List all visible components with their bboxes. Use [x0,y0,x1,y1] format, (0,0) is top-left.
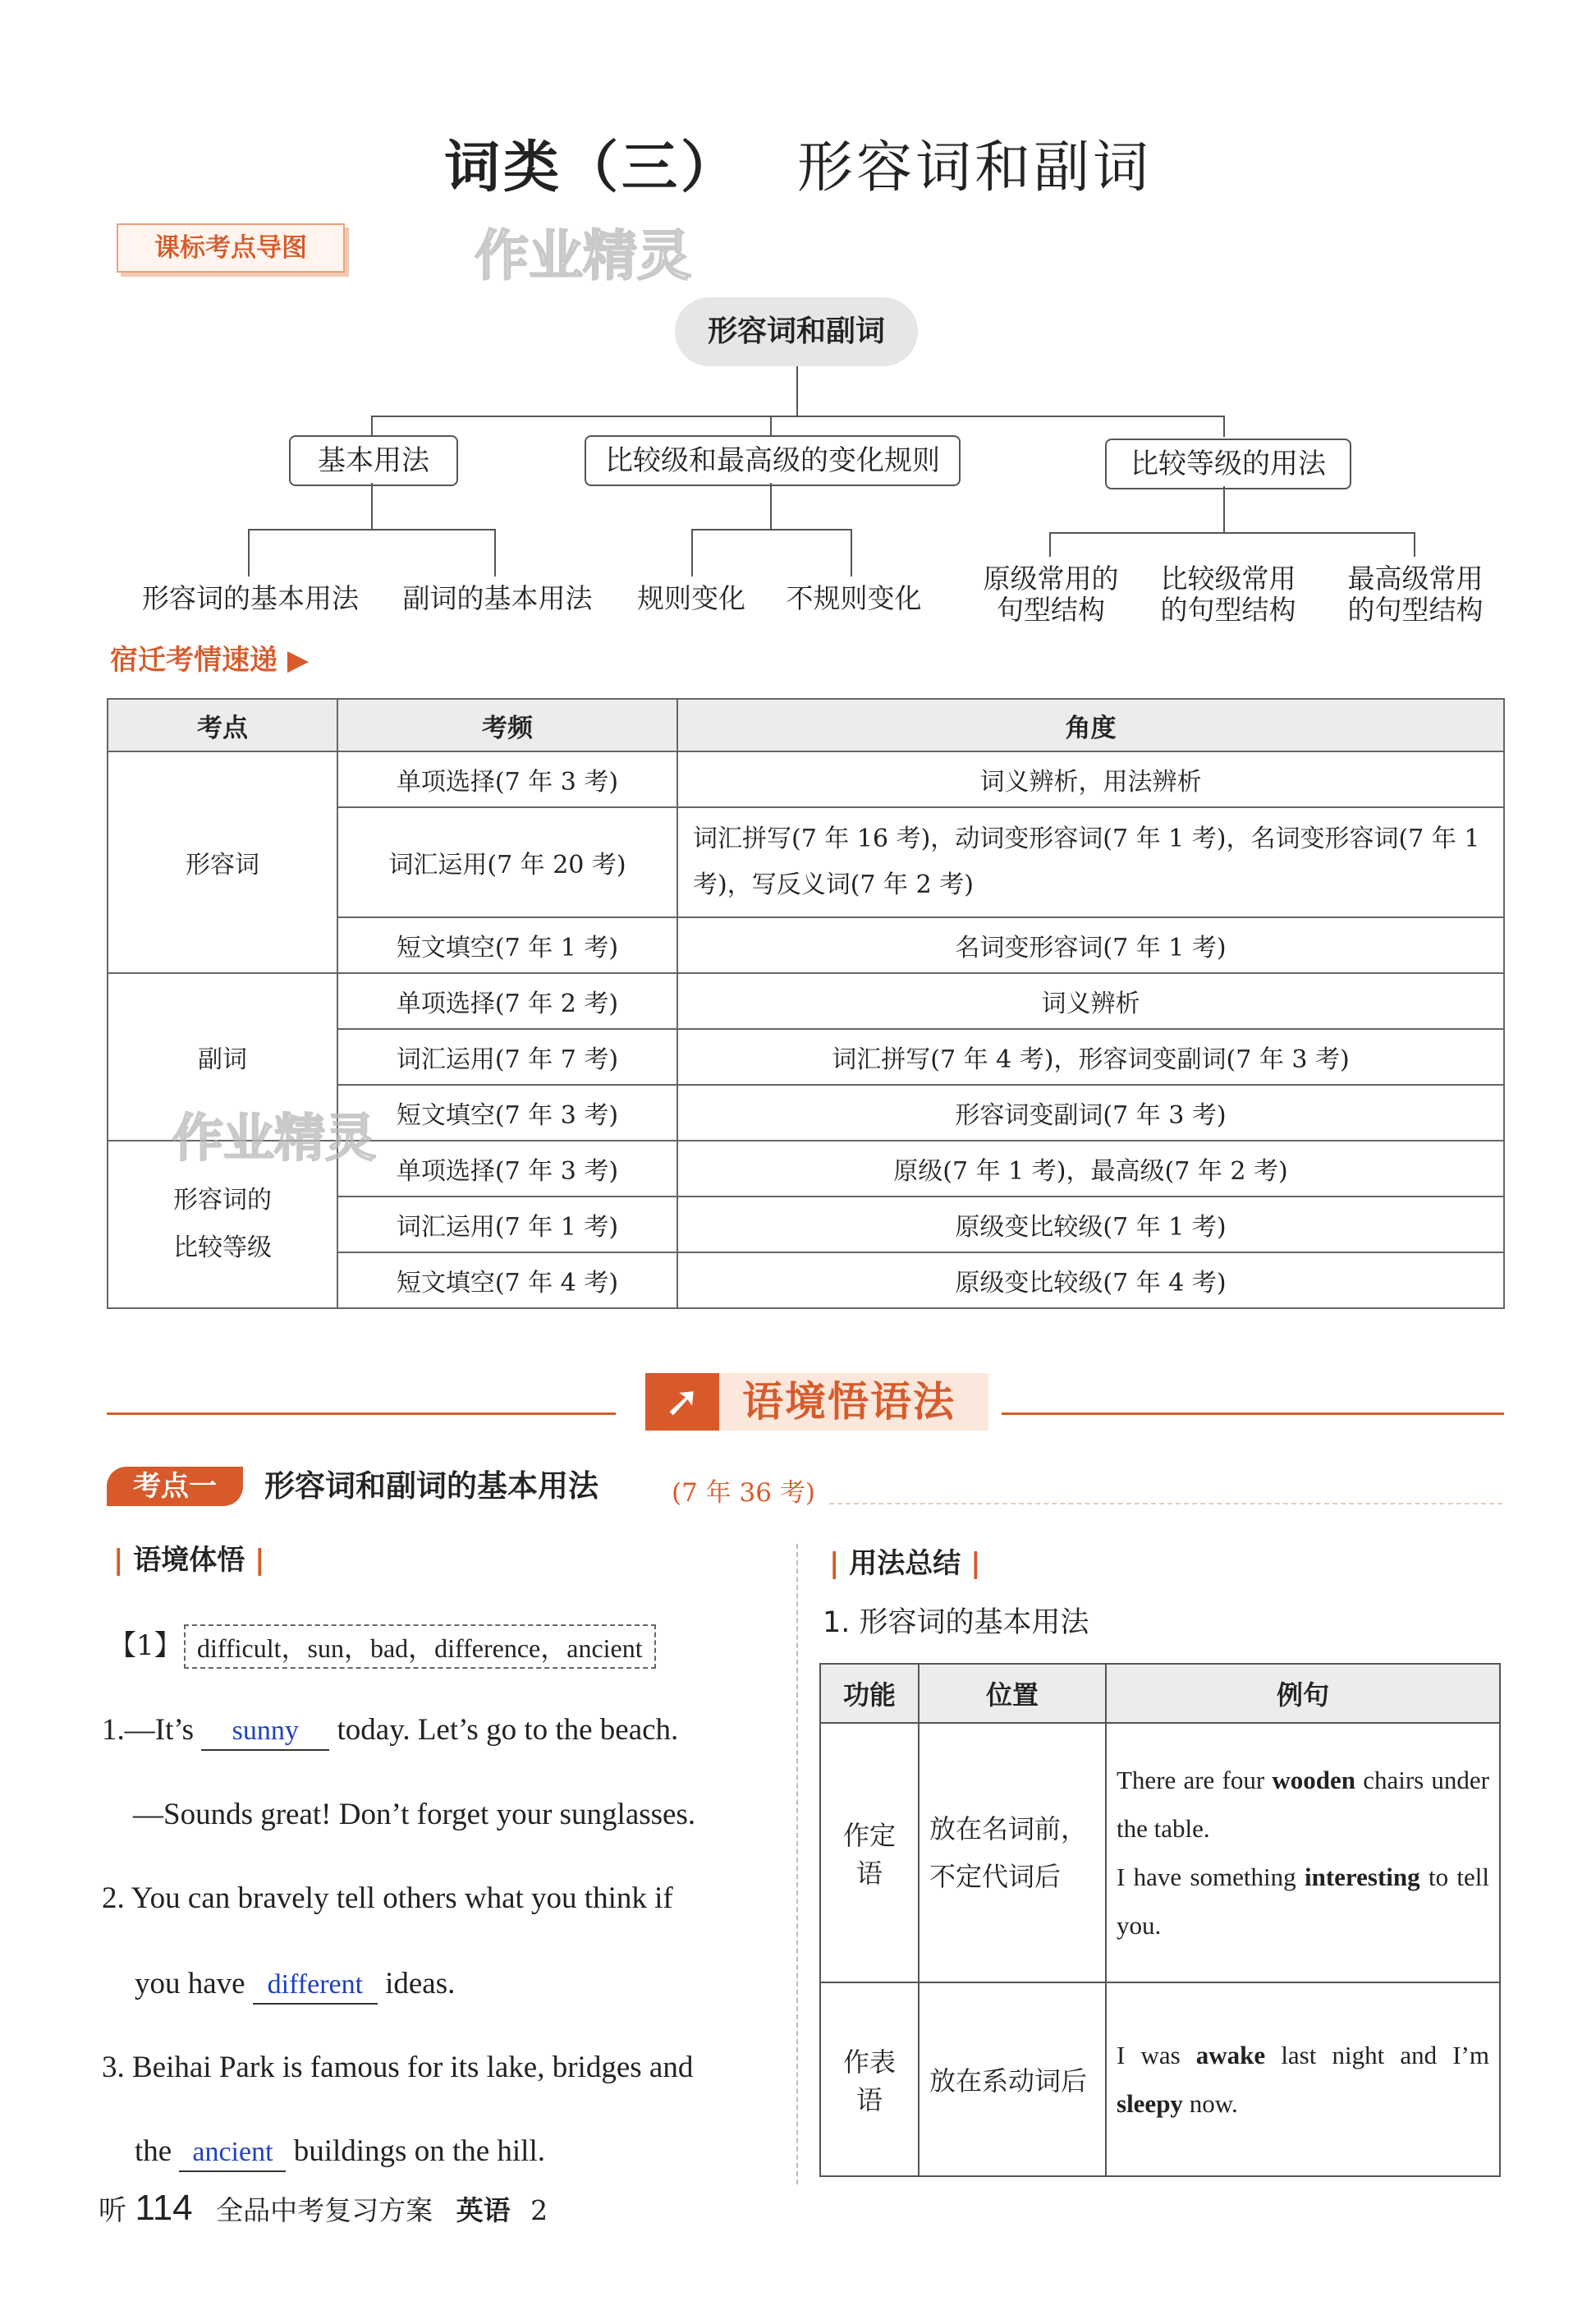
table-header-row [820,1664,1500,1723]
question-3 [102,2050,783,2086]
q-num: 2. [102,1881,125,1915]
exam-section-title: 宿迁考情速递 ▶ [110,644,309,677]
connector [851,529,852,576]
q-text: today. Let’s go to the beach. [337,1713,679,1747]
q-text: ideas. [385,1967,456,2000]
angle-cell: 词义辨析 [677,973,1504,1029]
summary-heading-text: 用法总结 [849,1547,961,1580]
group-label: 【1】 [108,1629,182,1662]
freq-cell: 词汇运用(7 年 7 考) [337,1029,677,1085]
leaf-adj-basic: 形容词的基本用法 [142,582,359,614]
ex-bold: awake [1195,2041,1266,2069]
bar-mark: | [113,1544,134,1577]
answer-blank: ancient [179,2134,286,2172]
example-cell [1106,1723,1500,1982]
ex-text: There are four [1117,1766,1273,1794]
answer-blank: different [253,1967,378,2005]
q-num: 3. [102,2051,125,2084]
arrow-icon: ➚ [645,1373,719,1431]
question-3-line2 [135,2134,775,2172]
ex-text: now. [1182,2089,1238,2118]
freq-cell: 词汇运用(7 年 1 考) [337,1197,677,1252]
ex-bold: interesting [1304,1863,1420,1891]
summary-heading [829,1541,981,1581]
pos-cell: 放在名词前，不定代词后 [919,1723,1106,1982]
page-footer [99,2188,548,2229]
footer-vol: 2 [530,2194,548,2226]
freq-cell: 单项选择(7 年 3 考) [337,1141,677,1197]
banner-rule-left [107,1412,616,1415]
branch-basic-usage: 基本用法 [289,435,458,486]
header-cell: 例句 [1106,1664,1500,1723]
question-2-line2 [135,1966,775,2005]
bar-mark: | [961,1547,981,1580]
ex-text: chairs under the table. [1117,1766,1489,1843]
connector [1223,416,1225,437]
leaf-line: 的句型结构 [1347,594,1484,626]
connector [691,529,852,531]
bar-mark: | [245,1544,265,1577]
angle-cell: 词汇拼写(7 年 4 考)，形容词变副词(7 年 3 考) [677,1029,1504,1085]
q-text: the [135,2134,172,2168]
section-banner [645,1373,988,1431]
leaf-regular: 规则变化 [637,582,745,614]
context-heading [113,1537,265,1578]
q-text: —It’s [124,1713,195,1747]
answer-blank: sunny [201,1713,329,1751]
connector [1049,532,1051,557]
example-sentence [1117,1853,1489,1950]
freq-cell: 短文填空(7 年 1 考) [337,917,677,973]
branch-comparison-rules: 比较级和最高级的变化规则 [585,435,961,486]
angle-cell: 词汇拼写(7 年 16 考)，动词变形容词(7 年 1 考)，名词变形容词(7 年 1 考)，写反义词(7 年 2 考) [677,807,1504,917]
mindmap-tag: 课标考点导图 [117,223,345,273]
question-1-line2: —Sounds great! Don’t forget your sunglasses. [133,1798,696,1831]
point-line: 比较等级 [173,1233,272,1262]
kaodian-tag: 考点一 [107,1467,243,1506]
word-bank: difficult，sun，bad，difference，ancient [184,1624,656,1669]
example-sentence [1117,1756,1489,1853]
leaf-line: 最高级常用 [1347,563,1484,595]
kaodian-count: (7 年 36 考) [672,1478,815,1508]
header-cell: 角度 [677,699,1504,751]
title-part2: 形容词和副词 [797,136,1153,200]
connector [770,416,772,437]
connector [691,529,693,576]
q-text: buildings on the hill. [293,2134,545,2168]
example-cell [1106,1982,1500,2176]
angle-cell: 原级变比较级(7 年 1 考) [677,1197,1504,1252]
connector [371,416,373,437]
page-number: 114 [135,2188,193,2228]
bar-mark: | [829,1547,850,1580]
banner-text: 语境悟语法 [742,1378,956,1426]
angle-cell: 名词变形容词(7 年 1 考) [677,917,1504,973]
table-row [108,973,1504,1029]
footer-prefix: 听 [99,2194,126,2227]
connector [371,483,373,529]
leaf-irregular: 不规则变化 [786,582,922,614]
ex-bold: wooden [1272,1766,1355,1794]
freq-cell: 单项选择(7 年 3 考) [337,751,677,807]
question-1 [102,1712,783,1751]
point-line: 形容词的 [173,1186,272,1215]
usage-table [819,1663,1501,2177]
point-cell: 副词 [108,973,337,1141]
table-row [820,1723,1500,1982]
title-part1: 词类（三） [443,136,740,200]
footer-book: 全品中考复习方案 [216,2194,433,2226]
watermark: 作业精灵 [172,1108,377,1168]
ex-text: I was [1117,2041,1196,2069]
connector [248,529,496,531]
watermark: 作业精灵 [475,224,691,287]
connector [1223,486,1225,532]
q-num: 1. [102,1713,125,1747]
connector [796,366,798,416]
kaodian-title: 形容词和副词的基本用法 [264,1468,598,1504]
angle-cell: 原级(7 年 1 考)，最高级(7 年 2 考) [677,1141,1504,1197]
ex-text: to tell you. [1117,1863,1489,1940]
connector [1049,532,1415,534]
q-text: you have [135,1967,245,2000]
ex-text: I have something [1117,1863,1305,1891]
angle-cell: 原级变比较级(7 年 4 考) [677,1252,1504,1308]
func-cell: 作定语 [820,1723,919,1982]
freq-cell: 短文填空(7 年 3 考) [337,1085,677,1141]
footer-subject: 英语 [456,2194,511,2226]
exam-table [107,698,1505,1309]
leaf-superlative-structures [1333,563,1497,626]
leaf-line: 比较级常用 [1160,563,1296,595]
summary-subtitle: 1. 形容词的基本用法 [823,1606,1089,1639]
connector [1414,532,1415,557]
branch-comparison-usage: 比较等级的用法 [1105,439,1351,489]
header-cell: 考频 [337,699,677,751]
table-row [108,751,1504,807]
table-row [820,1982,1500,2176]
ex-text: last night and I’m [1265,2041,1489,2069]
connector [494,529,496,576]
leaf-positive-structures [969,563,1133,626]
freq-cell: 单项选择(7 年 2 考) [337,973,677,1029]
point-cell: 形容词 [108,751,337,973]
leaf-comparative-structures [1146,563,1310,626]
page-title [0,123,1596,203]
mindmap-root: 形容词和副词 [675,297,918,366]
dashed-rule [829,1503,1502,1504]
header-cell: 位置 [919,1664,1106,1723]
func-cell: 作表语 [820,1982,919,2176]
column-divider [796,1544,798,2184]
example-sentence [1117,2031,1489,2128]
angle-cell: 词义辨析，用法辨析 [677,751,1504,807]
leaf-adv-basic: 副词的基本用法 [402,582,593,614]
banner-rule-right [1002,1412,1504,1415]
leaf-line: 句型结构 [997,594,1105,626]
header-cell: 功能 [820,1664,919,1723]
connector [371,416,1225,417]
context-heading-text: 语境体悟 [133,1544,245,1577]
pos-cell: 放在系动词后 [919,1982,1106,2176]
freq-cell: 短文填空(7 年 4 考) [337,1252,677,1308]
leaf-line: 原级常用的 [983,563,1119,595]
q-text: Beihai Park is famous for its lake, bridges and [132,2051,694,2084]
q-text: You can bravely tell others what you think if [131,1881,673,1915]
leaf-line: 的句型结构 [1160,594,1296,626]
table-header-row [108,699,1504,751]
connector [248,529,250,576]
question-2 [102,1881,783,1917]
ex-bold: sleepy [1117,2089,1183,2118]
header-cell: 考点 [108,699,337,751]
angle-cell: 形容词变副词(7 年 3 考) [677,1085,1504,1141]
connector [770,483,772,529]
freq-cell: 词汇运用(7 年 20 考) [337,807,677,917]
